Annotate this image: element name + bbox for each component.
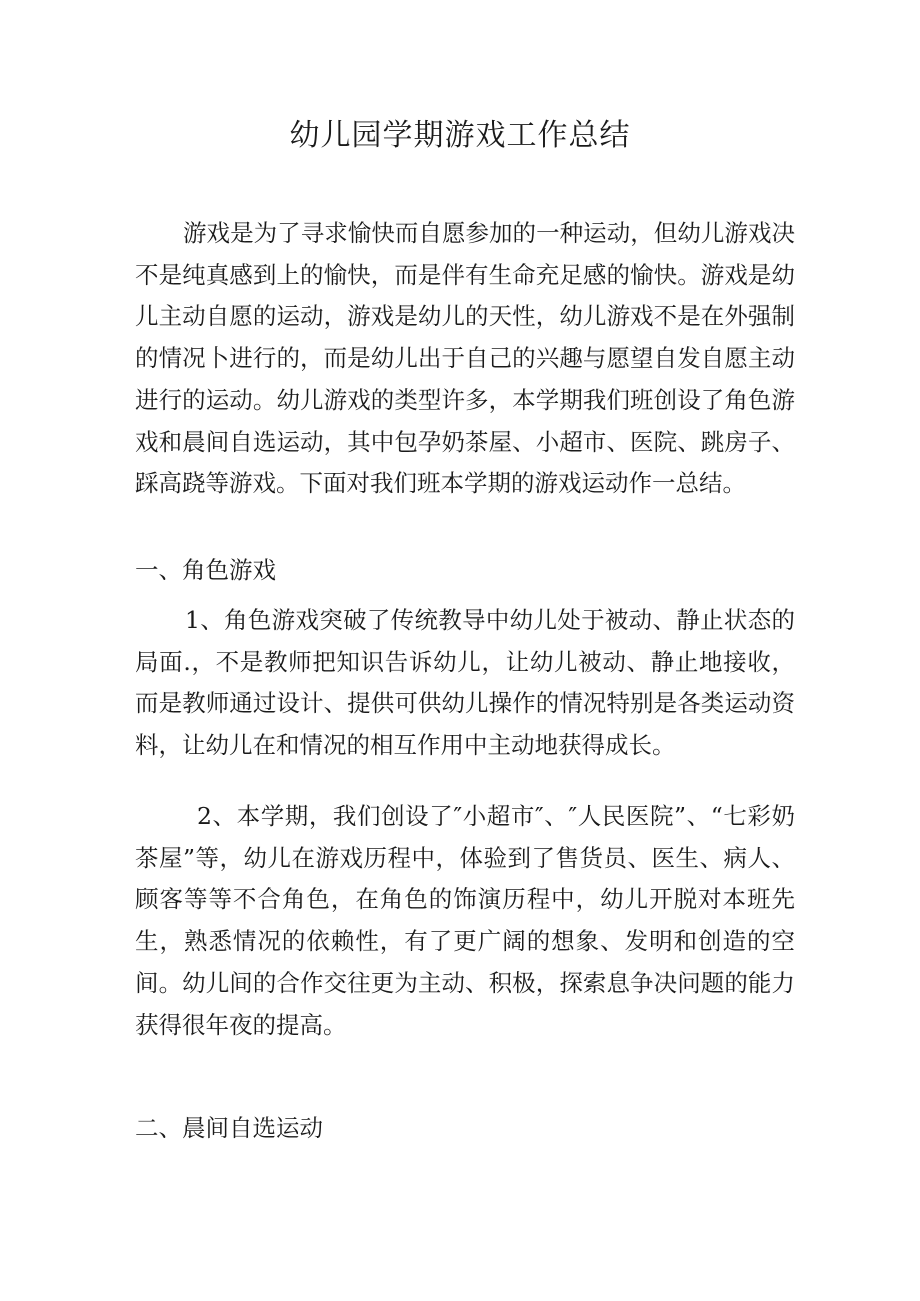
section-heading-morning-activity: 二、晨间自选运动 bbox=[135, 1114, 323, 1142]
intro-paragraph: 游戏是为了寻求愉快而自愿参加的一种运动，但幼儿游戏决不是纯真感到上的愉快，而是伴有生命充足感的愉快。游戏是幼儿主动自愿的运动，游戏是幼儿的天性，幼儿游戏不是在外强制的情况卜进行的，而是幼儿出于自己的兴趣与愿望自发自愿主动进行的运动。幼儿游戏的类型许多，本学期我们班创设了角色游戏和晨间自选运动，其中包孕奶茶屋、小超市、医院、跳房子、踩高跷等游戏。下面对我们班本学期的游戏运动作一总结。 bbox=[135, 219, 795, 498]
role-play-paragraph-2: 2、本学期，我们创设了″小超市″、″人民医院”、“七彩奶茶屋”等，幼儿在游戏历程中，体验到了售货员、医生、病人、顾客等等不合角色，在角色的饰演历程中，幼儿开脱对本班先生，熟悉情况的依赖性，有了更广阔的想象、发明和创造的空间。幼儿间的合作交往更为主动、积极，探索息争决问题的能力获得很年夜的提高。 bbox=[135, 802, 795, 1039]
document-title: 幼儿园学期游戏工作总结 bbox=[289, 118, 631, 153]
role-play-paragraph-1: 1、角色游戏突破了传统教导中幼儿处于被动、静止状态的局面.，不是教师把知识告诉幼儿，让幼儿被动、静止地接收，而是教师通过设计、提供可供幼儿操作的情况特别是各类运动资料，让幼儿在和情况的相互作用中主动地获得成长。 bbox=[135, 606, 795, 760]
section-heading-role-play: 一、角色游戏 bbox=[135, 556, 276, 584]
